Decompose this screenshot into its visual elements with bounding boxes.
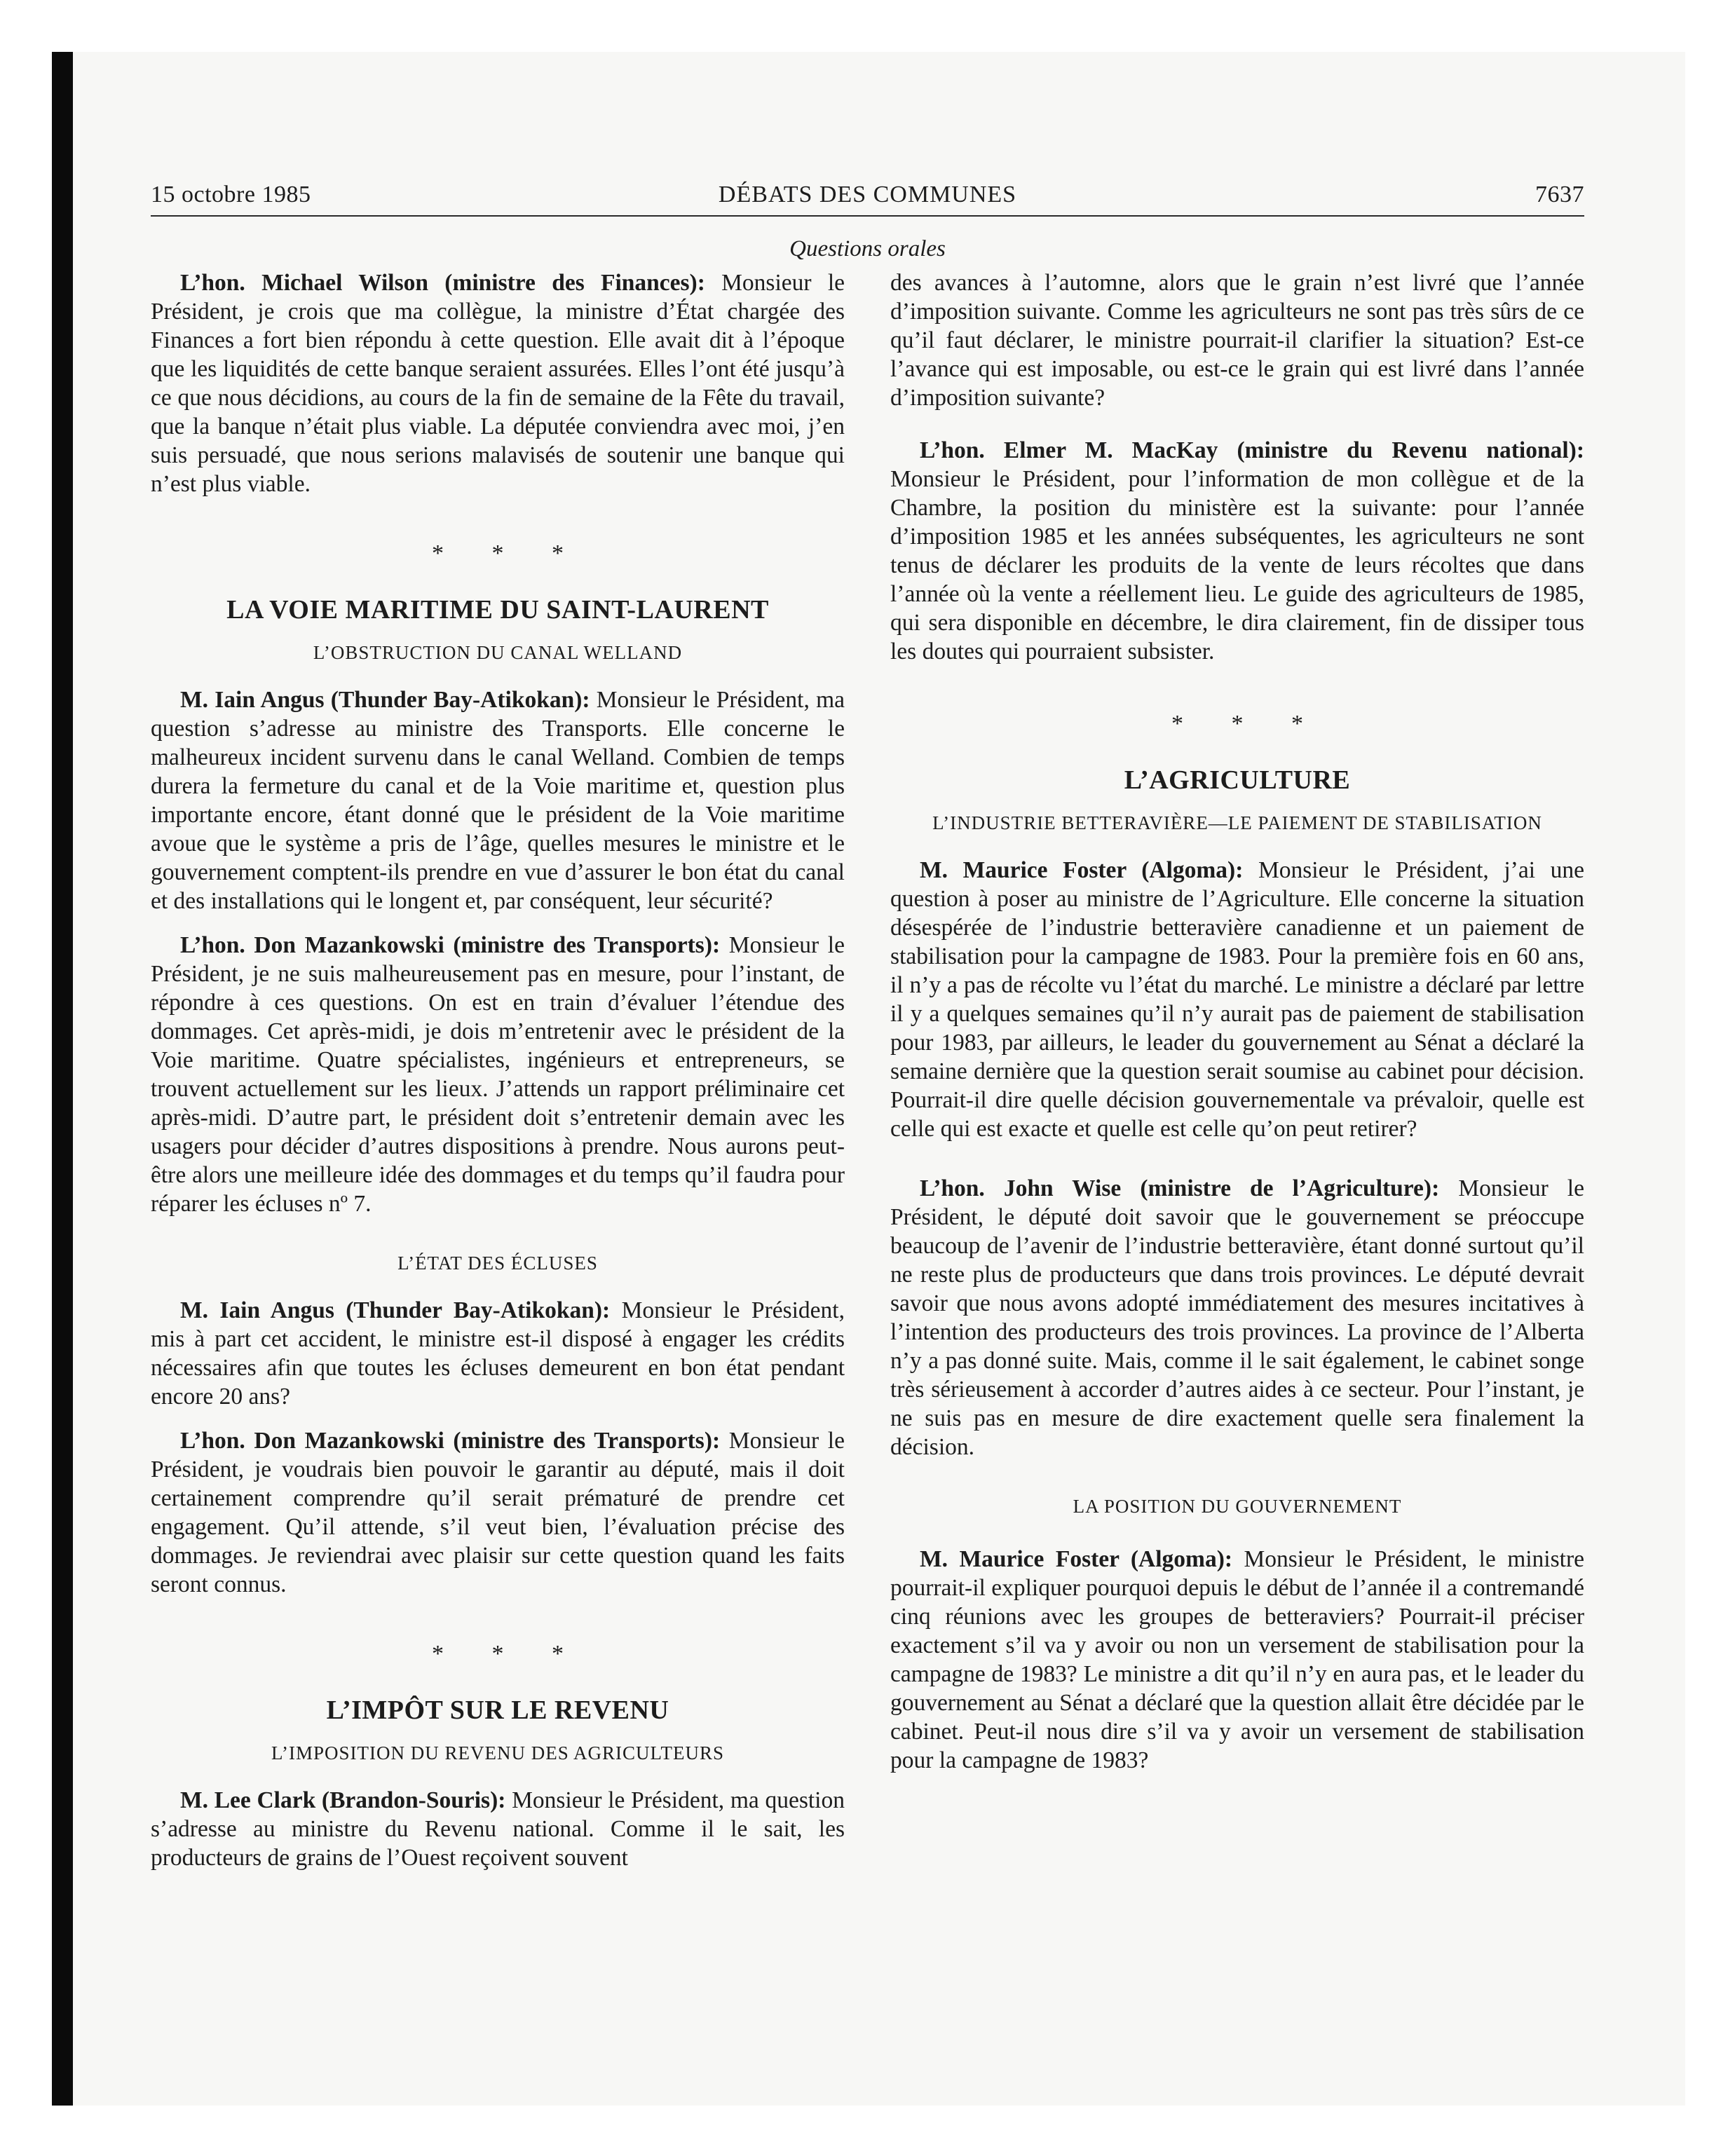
- speech-text: Monsieur le Président, je crois que ma collègue, la ministre d’État chargée des Finances a fort bien répondu à cette question. Elle avait dit à l’époque que les liquidités de cette banque seraient assurées. Elles l’ont été jusqu’à ce que nous décidions, au cours de la fin de semaine de la Fête du travail, que la banque n’était plus viable. La députée conviendra avec moi, j’en suis persuadé, que nous serions malavisés de soutenir une banque qui n’est plus viable.: [151, 270, 845, 497]
- speaker: L’hon. Don Mazankowski (ministre des Transports):: [180, 932, 721, 958]
- subheading: LA POSITION DU GOUVERNEMENT: [1073, 1496, 1402, 1517]
- paragraph: [890, 436, 1584, 666]
- paragraph: [151, 268, 845, 498]
- speech-text: Monsieur le Président, le député doit savoir que le gouvernement se préoccupe beaucoup de l’avenir de l’industrie betteravière, étant donné surtout qu’il ne reste plus de producteurs que dans trois provinces. Le député devrait savoir que nous avons adopté immédiatement des mesures incitatives à l’intention des producteurs des trois provinces. La province de l’Alberta n’y a pas donné suite. Mais, comme il le sait également, le cabinet songe très sérieusement à accorder d’autres aides à ce secteur. Pour l’instant, je ne suis pas en mesure de dire exactement quelle sera finalement la décision.: [890, 1175, 1584, 1460]
- speech-text: Monsieur le Président, ma question s’adresse au ministre du Revenu national. Comme il le sait, les producteurs de grains de l’Ouest reçoivent souvent: [151, 1787, 845, 1871]
- speech-text: Monsieur le Président, j’ai une question à poser au ministre de l’Agriculture. Elle concerne la situation désespérée de l’industrie betteravière canadienne et un paiement de stabilisation pour la campagne de 1983. Pour la première fois en 60 ans, il n’y a pas de récolte vu l’état du marché. Le ministre a déclaré par lettre il y a quelques semaines qu’il n’y aurait pas de paiement de stabilisation pour 1983, par ailleurs, le leader du gouvernement au Sénat a déclaré la semaine dernière que la question serait soumise au cabinet pour décision. Pourrait-il dire quelle décision gouvernementale va prévaloir, quelle est celle qui est exacte et quelle est celle qu’on peut retirer?: [890, 857, 1584, 1142]
- document-page: [151, 179, 1584, 2071]
- right-column: [890, 268, 1584, 1775]
- section-heading: L’AGRICULTURE: [1124, 765, 1351, 795]
- speech-text: Monsieur le Président, ma question s’adresse au ministre des Transports. Elle concerne le malheureux incident survenu dans le canal Welland. Combien de temps durera la fermeture du canal et de la Voie maritime et, question plus importante encore, étant donné que le président de la Voie maritime avoue que le système a pris de l’âge, quelles mesures le ministre et le gouvernement comptent-ils prendre en vue d’assurer le bon état du canal et des installations qui le longent et, par conséquent, leur sécurité?: [151, 687, 845, 914]
- speech-text: Monsieur le Président, le ministre pourrait-il expliquer pourquoi depuis le début de l’année il a contremandé cinq réunions avec les groupes de betteraviers? Pourrait-il préciser exactement s’il va y avoir ou non un versement de stabilisation pour la campagne de 1983? Le ministre a dit qu’il n’y en aura pas, et le leader du gouvernement au Sénat a déclaré que la question allait être décidée par le cabinet. Peut-il nous dire s’il va y avoir un versement de stabilisation pour la campagne de 1983?: [890, 1546, 1584, 1773]
- paragraph: [151, 685, 845, 915]
- speaker: M. Maurice Foster (Algoma):: [920, 857, 1244, 883]
- speaker: L’hon. Don Mazankowski (ministre des Transports):: [180, 1428, 721, 1454]
- header-rule: [151, 215, 1584, 217]
- section-heading: L’IMPÔT SUR LE REVENU: [326, 1696, 669, 1725]
- speaker: L’hon. Elmer M. MacKay (ministre du Revenu national):: [920, 437, 1584, 463]
- subheading: L’INDUSTRIE BETTERAVIÈRE—LE PAIEMENT DE STABILISATION: [932, 812, 1542, 833]
- section-separator: * * *: [432, 540, 585, 566]
- speech-text: des avances à l’automne, alors que le grain n’est livré que l’année d’imposition suivante. Comme les agriculteurs ne sont pas très sûrs de ce qu’il faut déclarer, le ministre pourrait-il clarifier la situation? Est-ce l’avance qui est imposable, ou est-ce le grain qui est livré dans l’année d’imposition suivante?: [890, 270, 1584, 411]
- scan-edge-bar: [52, 52, 73, 2106]
- speech-text: Monsieur le Président, je voudrais bien pouvoir le garantir au député, mais il doit certainement comprendre qu’il serait prématuré de prendre cet engagement. Qu’il attende, s’il veut bien, l’évaluation précise des dommages. Je reviendrai avec plaisir sur cette question quand les faits seront connus.: [151, 1428, 845, 1597]
- speaker: L’hon. John Wise (ministre de l’Agriculture):: [920, 1175, 1440, 1201]
- section-separator: * * *: [432, 1641, 585, 1667]
- header-title: DÉBATS DES COMMUNES: [718, 182, 1017, 207]
- header-page-number: 7637: [1535, 182, 1584, 207]
- speech-text: Monsieur le Président, pour l’information de mon collègue et de la Chambre, la position du ministère est la suivante: pour l’année d’imposition 1985 et les années subséquentes, les agriculteurs ne sont tenus de déclarer les produits de la vente de leurs récoltes que dans l’année où la vente a réellement lieu. Le guide des agriculteurs de 1985, qui sera disponible en décembre, le dira clairement, fin de dissiper tous les doutes qui pourraient subsister.: [890, 466, 1584, 664]
- paragraph: [151, 1426, 845, 1599]
- paragraph: [151, 1786, 845, 1872]
- subheading: L’OBSTRUCTION DU CANAL WELLAND: [313, 642, 683, 663]
- section-heading: LA VOIE MARITIME DU SAINT-LAURENT: [226, 595, 769, 625]
- left-column: [151, 268, 845, 1872]
- subheading: L’IMPOSITION DU REVENU DES AGRICULTEURS: [271, 1742, 725, 1763]
- speaker: M. Lee Clark (Brandon-Souris):: [180, 1787, 506, 1813]
- subheading: L’ÉTAT DES ÉCLUSES: [397, 1253, 598, 1274]
- speech-text: Monsieur le Président, je ne suis malheureusement pas en mesure, pour l’instant, de répondre à ces questions. On est en train d’évaluer l’étendue des dommages. Cet après-midi, je dois m’entretenir avec le président de la Voie maritime. Quatre spécialistes, ingénieurs et entrepreneurs, se trouvent actuellement sur les lieux. J’attends un rapport préliminaire cet après-midi. D’autre part, le président doit s’entretenir demain avec les usagers pour décider d’autres dispositions à prendre. Nous aurons peut-être alors une meilleure idée des dommages et du temps qu’il faudra pour réparer les écluses nº 7.: [151, 932, 845, 1217]
- speaker: M. Maurice Foster (Algoma):: [920, 1546, 1232, 1572]
- paragraph: [890, 856, 1584, 1143]
- page-header: [151, 179, 1584, 212]
- header-date: 15 octobre 1985: [151, 182, 311, 207]
- paragraph: [890, 1545, 1584, 1775]
- speech-text: Monsieur le Président, mis à part cet accident, le ministre est-il disposé à engager les crédits nécessaires afin que toutes les écluses demeurent en bon état pendant encore 20 ans?: [151, 1297, 845, 1410]
- speaker: M. Iain Angus (Thunder Bay-Atikokan):: [180, 687, 590, 713]
- paragraph: [890, 268, 1584, 412]
- speaker: L’hon. Michael Wilson (ministre des Finances):: [180, 270, 705, 296]
- speaker: M. Iain Angus (Thunder Bay-Atikokan):: [180, 1297, 611, 1323]
- paragraph: [151, 1296, 845, 1411]
- paragraph: [151, 931, 845, 1218]
- paragraph: [890, 1174, 1584, 1461]
- section-title: Questions orales: [789, 236, 946, 261]
- section-separator: * * *: [1171, 711, 1324, 737]
